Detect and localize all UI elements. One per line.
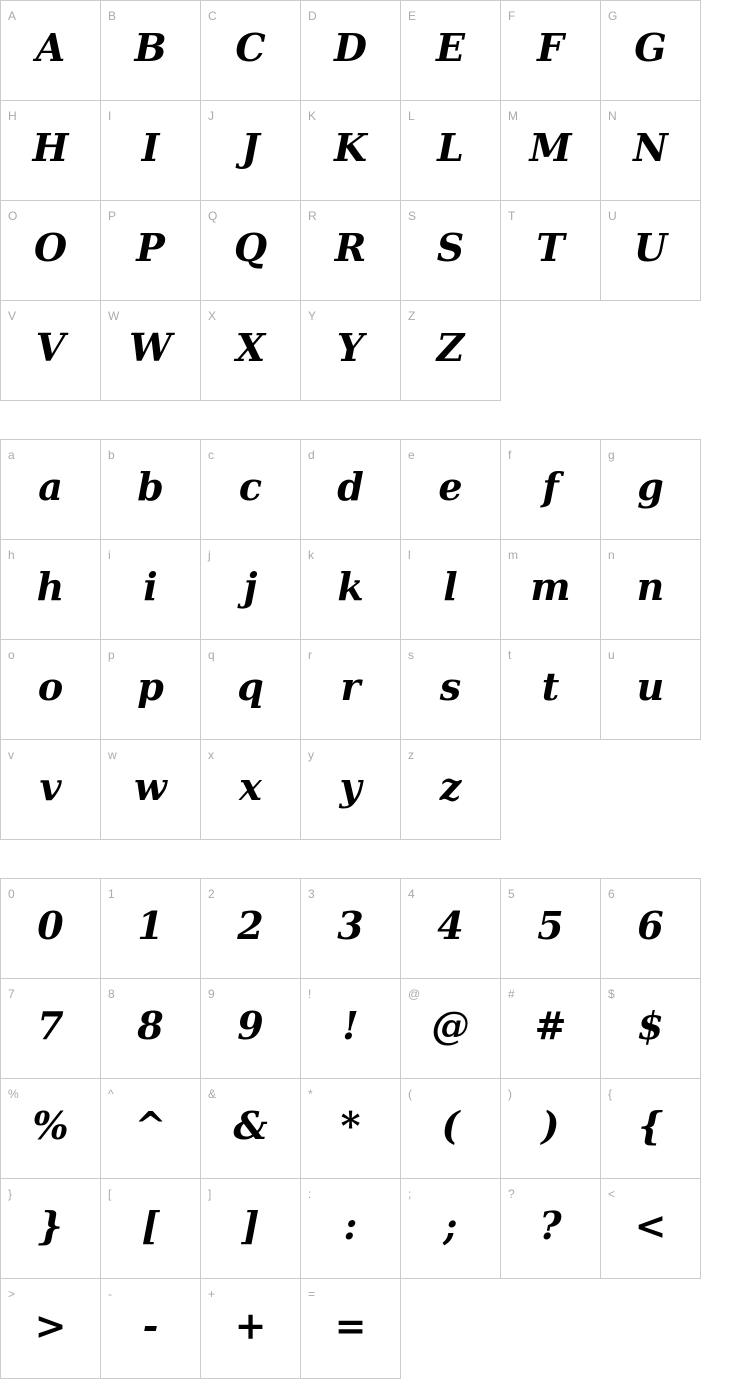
glyph-cell bbox=[301, 440, 401, 540]
glyph-cell bbox=[301, 301, 401, 401]
cell-corner-label: w bbox=[108, 748, 117, 762]
glyph-cell bbox=[1, 740, 101, 840]
glyph-cell bbox=[401, 879, 501, 979]
glyph-cell bbox=[1, 301, 101, 401]
glyph-cell bbox=[301, 1279, 401, 1379]
cell-corner-label: ? bbox=[508, 1187, 515, 1201]
cell-corner-label: T bbox=[508, 209, 516, 223]
glyph-cell bbox=[201, 879, 301, 979]
charmap-block-lowercase bbox=[0, 439, 701, 840]
cell-glyph: { bbox=[638, 1102, 663, 1148]
cell-glyph: ; bbox=[443, 1202, 458, 1248]
cell-glyph: 4 bbox=[437, 902, 464, 948]
cell-glyph: > bbox=[34, 1302, 67, 1348]
glyph-cell bbox=[301, 979, 401, 1079]
cell-glyph: C bbox=[235, 24, 266, 70]
cell-corner-label: r bbox=[308, 648, 312, 662]
glyph-cell bbox=[501, 101, 601, 201]
glyph-cell bbox=[301, 1079, 401, 1179]
glyph-cell bbox=[1, 979, 101, 1079]
cell-corner-label: E bbox=[408, 9, 417, 23]
cell-glyph: < bbox=[634, 1202, 667, 1248]
glyph-cell bbox=[501, 540, 601, 640]
cell-corner-label: x bbox=[208, 748, 214, 762]
glyph-cell bbox=[601, 1, 701, 101]
glyph-cell bbox=[601, 201, 701, 301]
cell-glyph: m bbox=[530, 563, 571, 609]
cell-corner-label: 4 bbox=[408, 887, 415, 901]
glyph-cell bbox=[301, 640, 401, 740]
glyph-cell bbox=[601, 1079, 701, 1179]
cell-corner-label: Q bbox=[208, 209, 218, 223]
glyph-cell bbox=[1, 201, 101, 301]
glyph-cell bbox=[501, 201, 601, 301]
glyph-cell bbox=[601, 979, 701, 1079]
cell-glyph: H bbox=[32, 124, 69, 170]
cell-glyph: B bbox=[134, 24, 167, 70]
glyph-cell bbox=[101, 640, 201, 740]
cell-glyph: Q bbox=[233, 224, 268, 270]
glyph-cell bbox=[601, 440, 701, 540]
glyph-cell bbox=[501, 979, 601, 1079]
glyph-cell bbox=[501, 1179, 601, 1279]
cell-corner-label: J bbox=[208, 109, 214, 123]
cell-glyph: V bbox=[35, 324, 66, 370]
cell-corner-label: A bbox=[8, 9, 17, 23]
cell-glyph: I bbox=[141, 124, 160, 170]
cell-glyph: u bbox=[636, 663, 665, 709]
cell-corner-label: f bbox=[508, 448, 512, 462]
cell-glyph: b bbox=[137, 463, 164, 509]
cell-corner-label: h bbox=[8, 548, 15, 562]
glyph-cell bbox=[101, 440, 201, 540]
cell-corner-label: X bbox=[208, 309, 217, 323]
cell-glyph: v bbox=[39, 763, 62, 809]
cell-glyph: * bbox=[340, 1102, 361, 1148]
cell-corner-label: K bbox=[308, 109, 317, 123]
glyph-cell bbox=[201, 101, 301, 201]
cell-glyph: G bbox=[634, 24, 667, 70]
cell-corner-label: H bbox=[8, 109, 17, 123]
cell-corner-label: { bbox=[608, 1087, 613, 1101]
glyph-cell bbox=[201, 201, 301, 301]
glyph-cell bbox=[501, 440, 601, 540]
cell-corner-label: i bbox=[108, 548, 111, 562]
cell-glyph: % bbox=[32, 1102, 69, 1148]
glyph-cell bbox=[101, 1, 201, 101]
cell-corner-label: ! bbox=[308, 987, 312, 1001]
cell-corner-label: * bbox=[308, 1087, 313, 1101]
glyph-cell bbox=[301, 1179, 401, 1279]
glyph-cell bbox=[1, 1079, 101, 1179]
glyph-cell bbox=[101, 301, 201, 401]
cell-glyph: l bbox=[443, 563, 458, 609]
cell-glyph: - bbox=[142, 1302, 159, 1348]
cell-corner-label: D bbox=[308, 9, 317, 23]
cell-corner-label: 8 bbox=[108, 987, 115, 1001]
cell-glyph: c bbox=[238, 463, 263, 509]
cell-corner-label: [ bbox=[108, 1187, 112, 1201]
glyph-cell bbox=[201, 440, 301, 540]
cell-corner-label: v bbox=[8, 748, 14, 762]
glyph-cell bbox=[1, 879, 101, 979]
cell-corner-label: L bbox=[408, 109, 415, 123]
glyph-cell bbox=[101, 979, 201, 1079]
cell-glyph: R bbox=[334, 224, 367, 270]
cell-corner-label: k bbox=[308, 548, 314, 562]
glyph-cell bbox=[401, 640, 501, 740]
cell-glyph: p bbox=[137, 663, 164, 709]
cell-glyph: i bbox=[143, 563, 158, 609]
cell-glyph: P bbox=[136, 224, 165, 270]
cell-glyph: 8 bbox=[137, 1002, 164, 1048]
cell-corner-label: % bbox=[8, 1087, 19, 1101]
cell-corner-label: 7 bbox=[8, 987, 15, 1001]
cell-corner-label: 1 bbox=[108, 887, 115, 901]
glyph-cell bbox=[101, 1179, 201, 1279]
cell-glyph: f bbox=[542, 463, 559, 509]
cell-corner-label: I bbox=[108, 109, 112, 123]
glyph-cell bbox=[401, 540, 501, 640]
cell-corner-label: ] bbox=[208, 1187, 212, 1201]
cell-glyph: L bbox=[437, 124, 464, 170]
cell-glyph: X bbox=[235, 324, 266, 370]
glyph-cell bbox=[401, 301, 501, 401]
cell-glyph: 7 bbox=[37, 1002, 64, 1048]
cell-corner-label: B bbox=[108, 9, 117, 23]
cell-corner-label: C bbox=[208, 9, 217, 23]
cell-corner-label: 5 bbox=[508, 887, 515, 901]
cell-glyph: K bbox=[333, 124, 368, 170]
glyph-cell bbox=[401, 101, 501, 201]
cell-corner-label: P bbox=[108, 209, 117, 223]
cell-glyph: W bbox=[129, 324, 172, 370]
cell-corner-label: V bbox=[8, 309, 17, 323]
glyph-cell bbox=[1, 1279, 101, 1379]
glyph-cell bbox=[601, 540, 701, 640]
cell-glyph: = bbox=[334, 1302, 367, 1348]
cell-corner-label: + bbox=[208, 1287, 216, 1301]
cell-glyph: 9 bbox=[237, 1002, 264, 1048]
glyph-cell bbox=[601, 879, 701, 979]
glyph-cell bbox=[201, 1279, 301, 1379]
cell-glyph: J bbox=[241, 124, 260, 170]
glyph-cell bbox=[201, 1079, 301, 1179]
cell-glyph: @ bbox=[431, 1002, 470, 1048]
cell-corner-label: Z bbox=[408, 309, 416, 323]
cell-glyph: y bbox=[339, 763, 362, 809]
cell-corner-label: @ bbox=[408, 987, 421, 1001]
glyph-cell bbox=[401, 1, 501, 101]
cell-glyph: j bbox=[243, 563, 258, 609]
cell-glyph: q bbox=[237, 663, 264, 709]
cell-glyph: A bbox=[35, 24, 66, 70]
cell-glyph: w bbox=[134, 763, 167, 809]
glyph-cell bbox=[301, 740, 401, 840]
cell-glyph: O bbox=[33, 224, 68, 270]
cell-corner-label: c bbox=[208, 448, 214, 462]
cell-corner-label: ; bbox=[408, 1187, 412, 1201]
cell-corner-label: F bbox=[508, 9, 516, 23]
cell-glyph: : bbox=[343, 1202, 358, 1248]
cell-glyph: x bbox=[239, 763, 262, 809]
glyph-cell bbox=[401, 201, 501, 301]
cell-glyph: 3 bbox=[337, 902, 364, 948]
cell-corner-label: N bbox=[608, 109, 617, 123]
cell-corner-label: 9 bbox=[208, 987, 215, 1001]
cell-glyph: # bbox=[534, 1002, 567, 1048]
glyph-cell bbox=[301, 101, 401, 201]
glyph-cell bbox=[1, 101, 101, 201]
cell-corner-label: 6 bbox=[608, 887, 615, 901]
cell-corner-label: W bbox=[108, 309, 120, 323]
cell-corner-label: U bbox=[608, 209, 617, 223]
glyph-cell bbox=[101, 879, 201, 979]
cell-glyph: 2 bbox=[237, 902, 264, 948]
cell-glyph: S bbox=[436, 224, 465, 270]
cell-corner-label: ^ bbox=[108, 1087, 114, 1101]
cell-glyph: r bbox=[340, 663, 361, 709]
cell-corner-label: Y bbox=[308, 309, 317, 323]
cell-corner-label: j bbox=[208, 548, 211, 562]
glyph-cell bbox=[101, 1279, 201, 1379]
cell-corner-label: p bbox=[108, 648, 115, 662]
glyph-cell bbox=[201, 301, 301, 401]
cell-corner-label: 3 bbox=[308, 887, 315, 901]
glyph-cell bbox=[1, 1, 101, 101]
cell-corner-label: z bbox=[408, 748, 414, 762]
glyph-cell bbox=[401, 1179, 501, 1279]
glyph-cell bbox=[1, 640, 101, 740]
cell-corner-label: : bbox=[308, 1187, 312, 1201]
cell-glyph: ) bbox=[541, 1102, 560, 1148]
cell-corner-label: O bbox=[8, 209, 18, 223]
cell-corner-label: d bbox=[308, 448, 315, 462]
cell-corner-label: m bbox=[508, 548, 518, 562]
cell-corner-label: l bbox=[408, 548, 411, 562]
glyph-cell bbox=[201, 979, 301, 1079]
glyph-cell bbox=[501, 640, 601, 740]
cell-corner-label: y bbox=[308, 748, 314, 762]
glyph-cell bbox=[101, 1079, 201, 1179]
cell-glyph: g bbox=[637, 463, 664, 509]
cell-glyph: 1 bbox=[137, 902, 164, 948]
glyph-cell bbox=[401, 1079, 501, 1179]
cell-corner-label: R bbox=[308, 209, 317, 223]
cell-glyph: ^ bbox=[134, 1102, 167, 1148]
cell-glyph: + bbox=[234, 1302, 267, 1348]
glyph-cell bbox=[301, 201, 401, 301]
cell-corner-label: u bbox=[608, 648, 615, 662]
cell-glyph: Y bbox=[336, 324, 365, 370]
cell-corner-label: # bbox=[508, 987, 515, 1001]
glyph-cell bbox=[501, 879, 601, 979]
glyph-cell bbox=[101, 540, 201, 640]
cell-corner-label: = bbox=[308, 1287, 316, 1301]
cell-corner-label: 2 bbox=[208, 887, 215, 901]
glyph-cell bbox=[301, 879, 401, 979]
glyph-cell bbox=[301, 540, 401, 640]
cell-corner-label: t bbox=[508, 648, 512, 662]
cell-corner-label: $ bbox=[608, 987, 615, 1001]
cell-corner-label: M bbox=[508, 109, 518, 123]
cell-glyph: U bbox=[633, 224, 668, 270]
glyph-cell bbox=[201, 640, 301, 740]
cell-glyph: T bbox=[536, 224, 565, 270]
glyph-cell bbox=[301, 1, 401, 101]
cell-glyph: h bbox=[36, 563, 65, 609]
cell-glyph: e bbox=[438, 463, 463, 509]
cell-corner-label: q bbox=[208, 648, 215, 662]
cell-corner-label: g bbox=[608, 448, 615, 462]
cell-corner-label: ) bbox=[508, 1087, 512, 1101]
glyph-cell bbox=[501, 1, 601, 101]
cell-glyph: ] bbox=[241, 1202, 260, 1248]
cell-corner-label: S bbox=[408, 209, 417, 223]
cell-corner-label: & bbox=[208, 1087, 217, 1101]
cell-glyph: Z bbox=[436, 324, 465, 370]
cell-glyph: 0 bbox=[37, 902, 64, 948]
cell-glyph: D bbox=[334, 24, 367, 70]
cell-corner-label: o bbox=[8, 648, 15, 662]
glyph-cell bbox=[201, 1179, 301, 1279]
glyph-cell bbox=[101, 101, 201, 201]
cell-glyph: z bbox=[439, 763, 462, 809]
cell-corner-label: e bbox=[408, 448, 415, 462]
cell-corner-label: a bbox=[8, 448, 15, 462]
glyph-cell bbox=[201, 540, 301, 640]
cell-corner-label: < bbox=[608, 1187, 616, 1201]
cell-glyph: E bbox=[436, 24, 465, 70]
cell-glyph: n bbox=[636, 563, 665, 609]
cell-glyph: ( bbox=[441, 1102, 460, 1148]
cell-glyph: a bbox=[38, 463, 63, 509]
glyph-cell bbox=[401, 440, 501, 540]
cell-glyph: M bbox=[529, 124, 572, 170]
cell-corner-label: G bbox=[608, 9, 618, 23]
cell-glyph: & bbox=[233, 1102, 268, 1148]
glyph-cell bbox=[401, 740, 501, 840]
cell-glyph: ? bbox=[539, 1202, 562, 1248]
glyph-cell bbox=[101, 201, 201, 301]
cell-glyph: $ bbox=[637, 1002, 664, 1048]
charmap-block-digits-symbols bbox=[0, 878, 701, 1379]
glyph-cell bbox=[1, 1179, 101, 1279]
glyph-cell bbox=[601, 640, 701, 740]
glyph-cell bbox=[201, 1, 301, 101]
cell-glyph: o bbox=[37, 663, 64, 709]
cell-glyph: 5 bbox=[537, 902, 564, 948]
cell-corner-label: b bbox=[108, 448, 115, 462]
charmap-block-uppercase bbox=[0, 0, 701, 401]
glyph-cell bbox=[1, 440, 101, 540]
cell-glyph: } bbox=[38, 1202, 63, 1248]
cell-glyph: k bbox=[337, 563, 364, 609]
cell-glyph: t bbox=[541, 663, 560, 709]
cell-glyph: ! bbox=[342, 1002, 359, 1048]
cell-corner-label: } bbox=[8, 1187, 13, 1201]
glyph-cell bbox=[601, 101, 701, 201]
glyph-cell bbox=[401, 979, 501, 1079]
cell-glyph: s bbox=[439, 663, 462, 709]
cell-glyph: [ bbox=[141, 1202, 160, 1248]
glyph-cell bbox=[601, 1179, 701, 1279]
glyph-cell bbox=[201, 740, 301, 840]
cell-glyph: 6 bbox=[637, 902, 664, 948]
cell-corner-label: s bbox=[408, 648, 414, 662]
cell-glyph: N bbox=[633, 124, 668, 170]
glyph-cell bbox=[501, 1079, 601, 1179]
glyph-cell bbox=[1, 540, 101, 640]
cell-corner-label: > bbox=[8, 1287, 16, 1301]
cell-corner-label: n bbox=[608, 548, 615, 562]
cell-corner-label: ( bbox=[408, 1087, 412, 1101]
cell-glyph: F bbox=[537, 24, 564, 70]
cell-glyph: d bbox=[337, 463, 364, 509]
glyph-cell bbox=[101, 740, 201, 840]
cell-corner-label: - bbox=[108, 1287, 112, 1301]
cell-corner-label: 0 bbox=[8, 887, 15, 901]
